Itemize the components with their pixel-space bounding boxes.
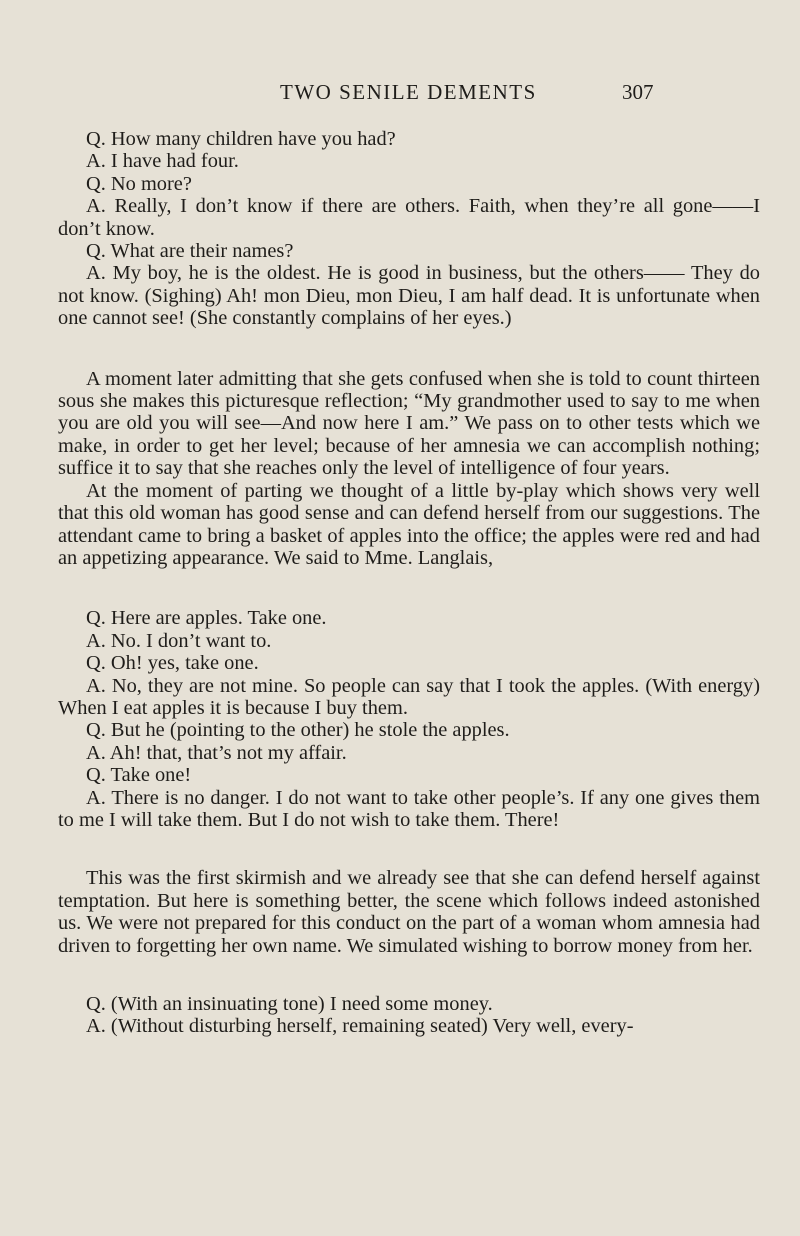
qa-line: A. No. I don’t want to. xyxy=(86,629,272,652)
qa-line: A. Ah! that, that’s not my affair. xyxy=(86,741,347,764)
paragraph: At the moment of parting we thought of a little by-play which shows very well that this old woman has good sense and can defend herself from our suggestions. The attendant came to bring a basket of apples into the office; the apples were red and had an appetizing appearance. We said to Mme. Langlais, xyxy=(58,479,760,569)
qa-line: Q. (With an insinuating tone) I need some money. xyxy=(86,993,493,1015)
spacer xyxy=(58,831,760,867)
qa-line: A. I have had four. xyxy=(86,150,239,173)
body-text xyxy=(58,128,760,1038)
qa-line: A. My boy, he is the oldest. He is good in business, but the others—— They do not know. (Sighing) Ah! mon Dieu, mon Dieu, I am half dead. It is unfortunate when one cannot see! (She constantly complains of her eyes.) xyxy=(58,262,760,330)
qa-line: A. Really, I don’t know if there are others. Faith, when they’re all gone——I don’t know. xyxy=(58,195,760,240)
qa-line: A. There is no danger. I do not want to take other people’s. If any one gives them to me I will take them. But I do not wish to take them. There! xyxy=(58,786,760,831)
qa-line: Q. No more? xyxy=(86,172,192,195)
spacer xyxy=(58,569,760,607)
qa-line: Q. Oh! yes, take one. xyxy=(86,652,259,675)
paragraph: This was the first skirmish and we already see that she can defend herself against temptation. But here is something better, the scene which follows indeed astonished us. We were not prepared for this conduct on the part of a woman whom amnesia had driven to forgetting her own name. We simulated wishing to borrow money from her. xyxy=(58,867,760,957)
qa-line: Q. How many children have you had? xyxy=(86,128,396,150)
qa-line: Q. Here are apples. Take one. xyxy=(86,607,327,630)
qa-line: A. No, they are not mine. So people can say that I took the apples. (With energy) When I eat apples it is because I buy them. xyxy=(58,674,760,719)
spacer xyxy=(58,957,760,993)
qa-line: Q. But he (pointing to the other) he stole the apples. xyxy=(86,719,510,742)
qa-line: Q. Take one! xyxy=(86,764,192,787)
running-head: TWO SENILE DEMENTS xyxy=(280,80,537,104)
qa-line: Q. What are their names? xyxy=(86,240,294,263)
page-header xyxy=(0,80,800,110)
page-number: 307 xyxy=(622,80,654,104)
spacer xyxy=(58,330,760,368)
qa-line: A. (Without disturbing herself, remaining seated) Very well, every- xyxy=(86,1015,634,1038)
paragraph: A moment later admitting that she gets confused when she is told to count thirteen sous she makes this picturesque reflection; “My grandmother used to say to me when you are old you will see—And now here I am.” We pass on to other tests which we make, in order to get her level; because of her amnesia we can accomplish nothing; suffice it to say that she reaches only the level of intelligence of four years. xyxy=(58,367,760,480)
